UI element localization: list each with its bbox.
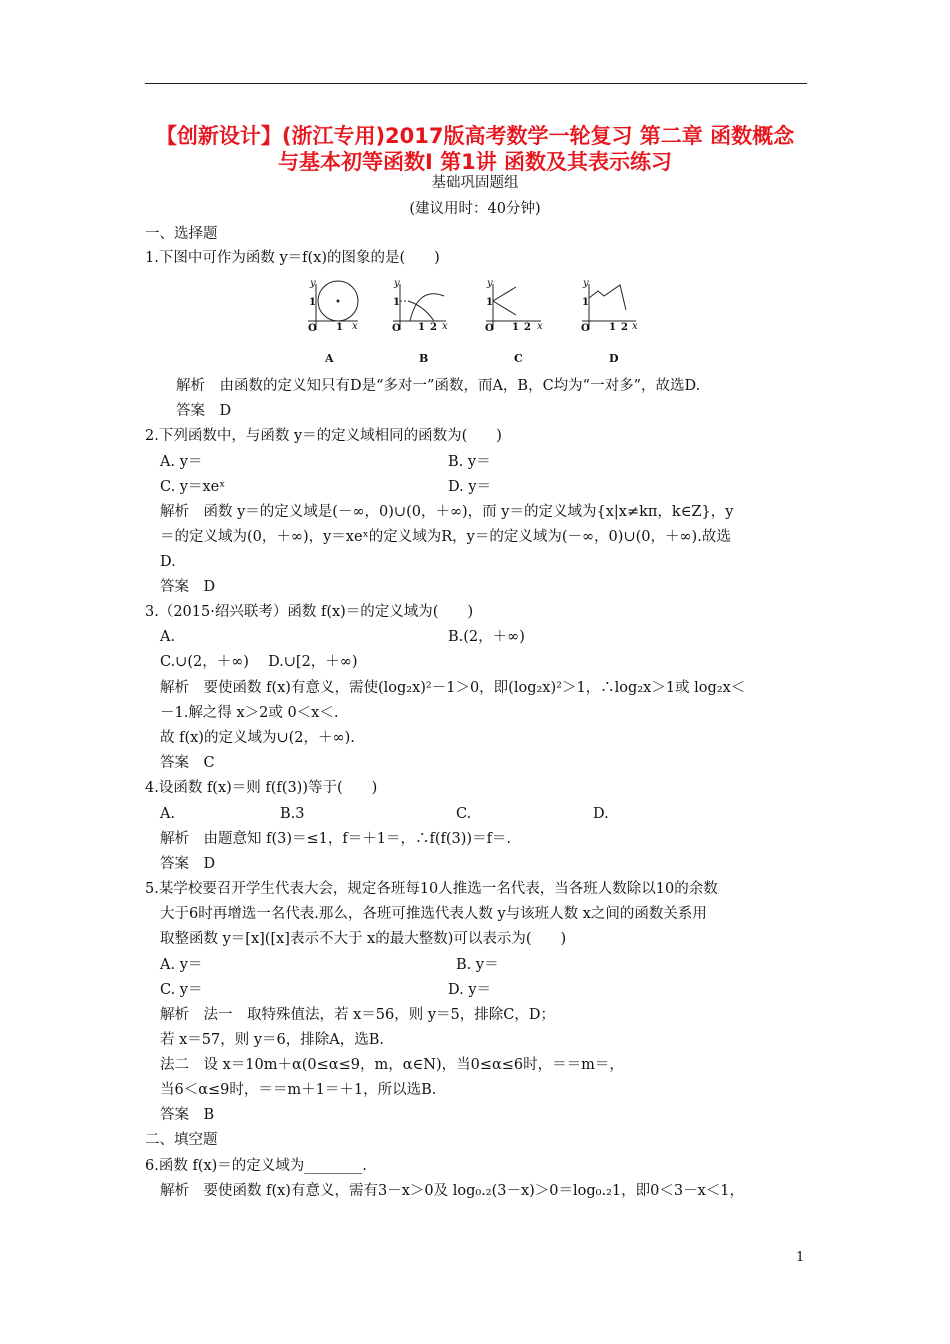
q5-stem-line3: 取整函数 y＝[x]([x]表示不大于 x的最大整数)可以表示为( ) <box>160 931 567 947</box>
graph-b-y-label: y <box>394 278 400 289</box>
section-heading-choice: 一、选择题 <box>145 226 218 242</box>
graph-a-caption: A <box>325 352 334 365</box>
q5-option-d: D. y＝ <box>448 982 492 998</box>
q5-analysis-line4: 当6＜α≤9时，＝＝m＋1＝＋1，所以选B. <box>160 1082 437 1098</box>
graph-b-origin: O <box>392 323 401 334</box>
graph-c-y-label: y <box>487 278 493 289</box>
q2-option-a: A. y＝ <box>160 454 203 470</box>
graph-b-one-x: 1 <box>418 322 425 333</box>
q4-analysis: 解析 由题意知 f(3)＝≤1，f＝＋1＝，∴f(f(3))＝f＝. <box>160 831 512 847</box>
subtitle: 基础巩固题组 <box>431 175 519 191</box>
q5-answer: 答案 B <box>160 1107 215 1123</box>
q4-option-c: C. <box>456 806 472 822</box>
graph-d-origin: O <box>581 323 590 334</box>
section-heading-fill: 二、填空题 <box>145 1132 218 1148</box>
graph-c-two-x: 2 <box>524 322 531 333</box>
q3-analysis-line1: 解析 要使函数 f(x)有意义，需使(log₂x)²－1＞0，即(log₂x)²＞1，∴log₂x＞1或 log₂x＜ <box>160 680 746 696</box>
graph-c-x-label: x <box>537 321 543 332</box>
q4-answer: 答案 D <box>160 856 216 872</box>
graph-d-y-label: y <box>583 278 589 289</box>
graph-a-one-y: 1 <box>309 297 316 308</box>
document-title-line2: 与基本初等函数Ⅰ 第1讲 函数及其表示练习 <box>277 150 673 174</box>
q2-analysis-line1: 解析 函数 y＝的定义域是(－∞，0)∪(0，＋∞)，而 y＝的定义域为{x|x≠kπ，k∈Z}，y <box>160 504 734 520</box>
graph-a-one-x: 1 <box>336 322 343 333</box>
graph-d-caption: D <box>609 352 619 365</box>
graph-a-y-label: y <box>310 278 316 289</box>
document-title-line1: 【创新设计】(浙江专用)2017版高考数学一轮复习 第二章 函数概念 <box>155 124 795 148</box>
q4-option-d: D. <box>593 806 609 822</box>
q3-answer: 答案 C <box>160 755 215 771</box>
page-number: 1 <box>796 1250 805 1265</box>
q1-analysis: 解析 由函数的定义知只有D是“多对一”函数，而A，B，C均为“一对多”，故选D. <box>176 378 701 394</box>
header-rule <box>145 83 807 84</box>
graph-d-one-x: 1 <box>609 322 616 333</box>
graph-a-origin: O <box>308 323 317 334</box>
q5-analysis-line2: 若 x＝57，则 y＝6，排除A，选B. <box>160 1032 384 1048</box>
q4-stem: 4.设函数 f(x)＝则 f(f(3))等于( ) <box>145 780 378 796</box>
q5-option-b: B. y＝ <box>456 957 499 973</box>
graph-d-one-y: 1 <box>582 297 589 308</box>
graph-b-x-label: x <box>442 321 448 332</box>
q2-stem: 2.下列函数中，与函数 y＝的定义域相同的函数为( ) <box>145 428 502 444</box>
q5-stem-line1: 5.某学校要召开学生代表大会，规定各班每10人推选一名代表，当各班人数除以10的余数 <box>145 881 718 897</box>
q2-option-b: B. y＝ <box>448 454 491 470</box>
q1-function-graphs-figure <box>296 274 656 368</box>
graph-c-one-y: 1 <box>486 297 493 308</box>
graph-b-one-y: 1 <box>393 297 400 308</box>
q4-option-b: B.3 <box>280 806 305 822</box>
q6-stem: 6.函数 f(x)＝的定义域为________. <box>145 1158 367 1174</box>
q5-stem-line2: 大于6时再增选一名代表.那么，各班可推选代表人数 y与该班人数 x之间的函数关系用 <box>160 906 707 922</box>
q2-answer: 答案 D <box>160 579 216 595</box>
q2-analysis-line2: ＝的定义域为(0，＋∞)，y＝xeˣ的定义域为R，y＝的定义域为(－∞，0)∪(0，＋∞).故选 <box>160 529 731 545</box>
q2-option-d: D. y＝ <box>448 479 492 495</box>
q3-option-a: A. <box>160 629 176 645</box>
graph-b-caption: B <box>419 352 429 365</box>
q4-option-a: A. <box>160 806 176 822</box>
q2-analysis-line3: D. <box>160 554 176 570</box>
q5-option-c: C. y＝ <box>160 982 203 998</box>
graph-d-x-label: x <box>632 321 638 332</box>
graph-c-caption: C <box>514 352 523 365</box>
q1-stem: 1.下图中可作为函数 y＝f(x)的图象的是( ) <box>145 250 440 266</box>
q3-option-b: B.(2，＋∞) <box>448 629 525 645</box>
q1-answer: 答案 D <box>176 403 232 419</box>
time-hint: (建议用时：40分钟) <box>409 201 541 217</box>
q3-analysis-line3: 故 f(x)的定义域为∪(2，＋∞). <box>160 730 355 746</box>
q3-analysis-line2: －1.解之得 x＞2或 0＜x＜. <box>160 705 339 721</box>
q6-analysis: 解析 要使函数 f(x)有意义，需有3－x＞0及 log₀.₂(3－x)＞0＝log₀.₂1，即0＜3－x＜1， <box>160 1183 744 1199</box>
q3-stem: 3.（2015·绍兴联考）函数 f(x)＝的定义域为( ) <box>145 604 474 620</box>
graph-c-one-x: 1 <box>512 322 519 333</box>
q2-option-c: C. y＝xeˣ <box>160 479 226 495</box>
q3-options-cd: C.∪(2，＋∞) D.∪[2，＋∞) <box>160 654 358 670</box>
graph-b-two-x: 2 <box>430 322 437 333</box>
q5-analysis-line1: 解析 法一 取特殊值法，若 x＝56，则 y＝5，排除C，D； <box>160 1007 555 1023</box>
graph-a-x-label: x <box>352 321 358 332</box>
graph-c-origin: O <box>485 323 494 334</box>
graph-d-two-x: 2 <box>621 322 628 333</box>
q5-option-a: A. y＝ <box>160 957 203 973</box>
q5-analysis-line3: 法二 设 x＝10m＋α(0≤α≤9，m，α∈N)，当0≤α≤6时，＝＝m＝， <box>160 1057 624 1073</box>
